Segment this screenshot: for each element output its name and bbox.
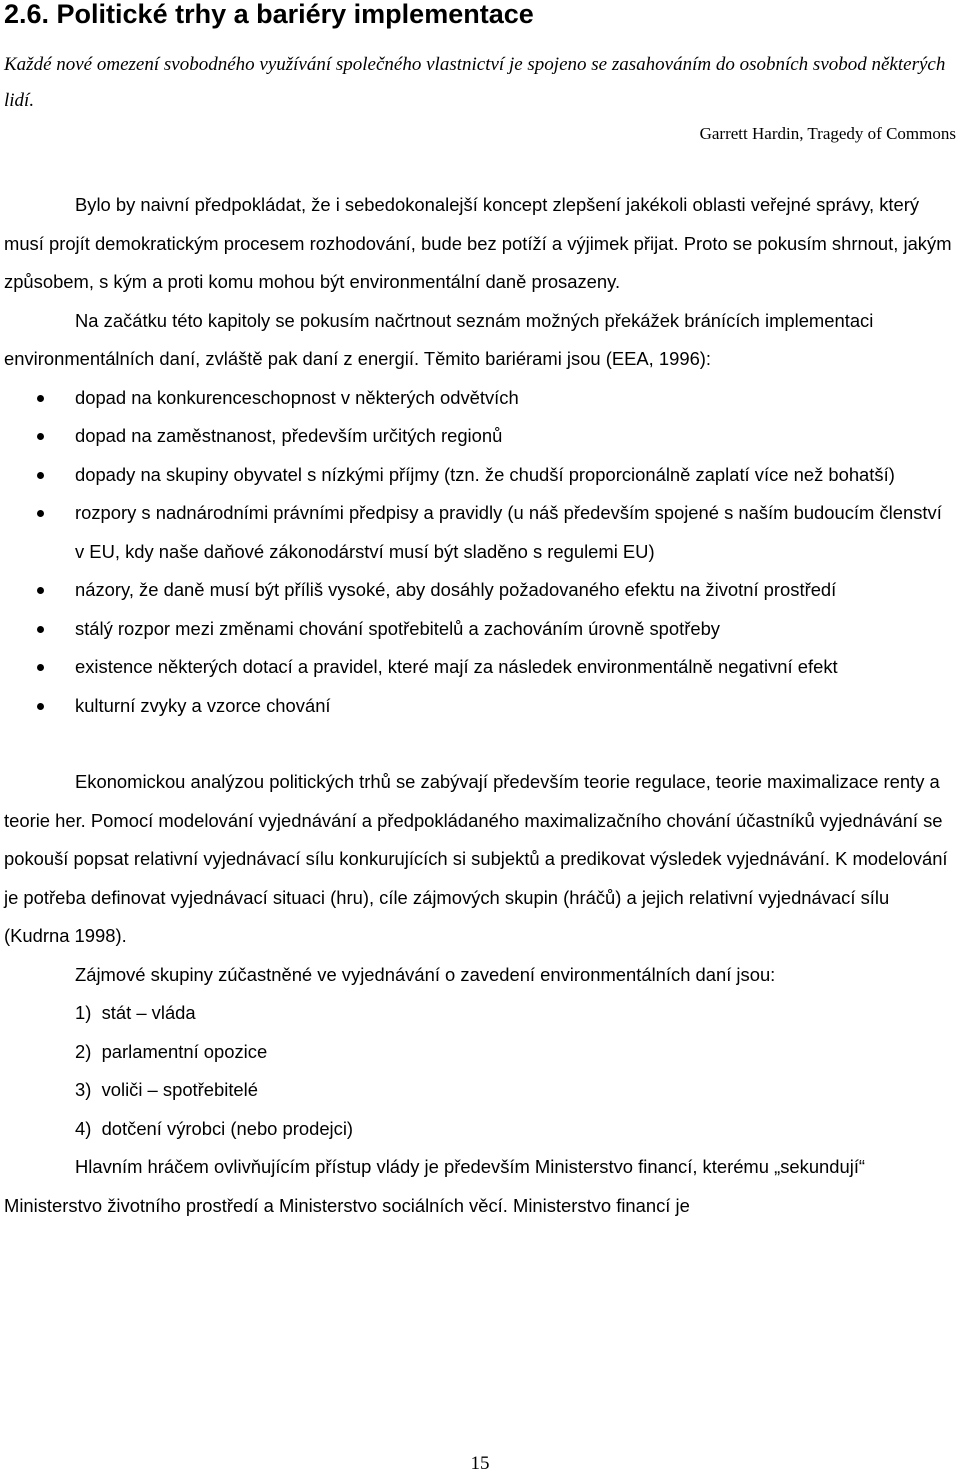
list-item: rozpory s nadnárodními právními předpisy a pravidly (u náš především spojené s naším budoucím členství v EU, kdy naše daňové zákonodárství musí být sladěno s regulemi EU) bbox=[4, 494, 954, 571]
motto-quote: Každé nové omezení svobodného využívání společného vlastnictví je spojeno se zasahováním do osobních svobod některých lidí. bbox=[4, 54, 946, 111]
bullet-icon bbox=[37, 510, 44, 517]
bullet-icon bbox=[37, 472, 44, 479]
bullet-icon bbox=[37, 433, 44, 440]
paragraph-main-player: Hlavním hráčem ovlivňujícím přístup vlády je především Ministerstvo financí, kterému „sekundují“ Ministerstvo životního prostředí a Ministerstvo sociálních věcí. Ministerstvo financí je bbox=[4, 1156, 866, 1216]
interest-group-list bbox=[4, 994, 954, 1148]
list-item: názory, že daně musí být příliš vysoké, aby dosáhly požadovaného efektu na životní prostředí bbox=[4, 571, 954, 610]
list-item: stálý rozpor mezi změnami chování spotřebitelů a zachováním úrovně spotřeby bbox=[4, 610, 954, 649]
list-item: 2) parlamentní opozice bbox=[75, 1040, 268, 1062]
list-item: dopady na skupiny obyvatel s nízkými příjmy (tzn. že chudší proporcionálně zaplatí více než bohatší) bbox=[4, 456, 954, 495]
list-item: 4) dotčení výrobci (nebo prodejci) bbox=[75, 1117, 354, 1139]
paragraph-political-markets: Ekonomickou analýzou politických trhů se zabývají především teorie regulace, teorie maximalizace renty a teorie her. Pomocí modelování vyjednávání a předpokládaného maximalizačního chování účastníků vyjednávání se pokouší popsat relativní vyjednávací sílu konkurujících si subjektů a predikovat výsledek vyjednávání. K modelování je potřeba definovat vyjednávací situaci (hru), cíle zájmových skupin (hráčů) a jejich relativní vyjednávací sílu (Kudrna 1998). bbox=[4, 771, 948, 946]
page-number: 15 bbox=[470, 1453, 490, 1474]
paragraph-interest-groups: Zájmové skupiny zúčastněné ve vyjednávání o zavedení environmentálních daní jsou: bbox=[75, 963, 776, 985]
paragraph-intro: Bylo by naivní předpokládat, že i sebedokonalejší koncept zlepšení jakékoli oblasti veřejné správy, který musí projít demokratickým procesem rozhodování, bude bez potíží a výjimek přijat. Proto se pokusím shrnout, jakým způsobem, s kým a proti komu mohou být environmentální daně prosazeny. bbox=[4, 194, 952, 292]
list-item: 1) stát – vláda bbox=[75, 1002, 196, 1023]
motto-attribution: Garrett Hardin, Tragedy of Commons bbox=[699, 124, 956, 143]
barrier-list bbox=[4, 379, 954, 726]
body-text bbox=[4, 186, 954, 1225]
list-item: kulturní zvyky a vzorce chování bbox=[4, 687, 954, 726]
list-item: 3) voliči – spotřebitelé bbox=[75, 1079, 258, 1100]
bullet-icon bbox=[37, 703, 44, 710]
section-heading: 2.6. Politické trhy a bariéry implementace bbox=[4, 0, 534, 29]
paragraph-barriers-intro: Na začátku této kapitoly se pokusím načrtnout seznám možných překážek bránících implementaci environmentálních daní, zvláště pak daní z energií. Těmito bariérami jsou (EEA, 1996): bbox=[4, 309, 874, 369]
list-item: dopad na konkurenceschopnost v některých odvětvích bbox=[4, 379, 954, 418]
bullet-icon bbox=[37, 664, 44, 671]
bullet-icon bbox=[37, 395, 44, 402]
list-item: existence některých dotací a pravidel, které mají za následek environmentálně negativní efekt bbox=[4, 648, 954, 687]
bullet-icon bbox=[37, 587, 44, 594]
list-item: dopad na zaměstnanost, především určitých regionů bbox=[4, 417, 954, 456]
bullet-icon bbox=[37, 626, 44, 633]
